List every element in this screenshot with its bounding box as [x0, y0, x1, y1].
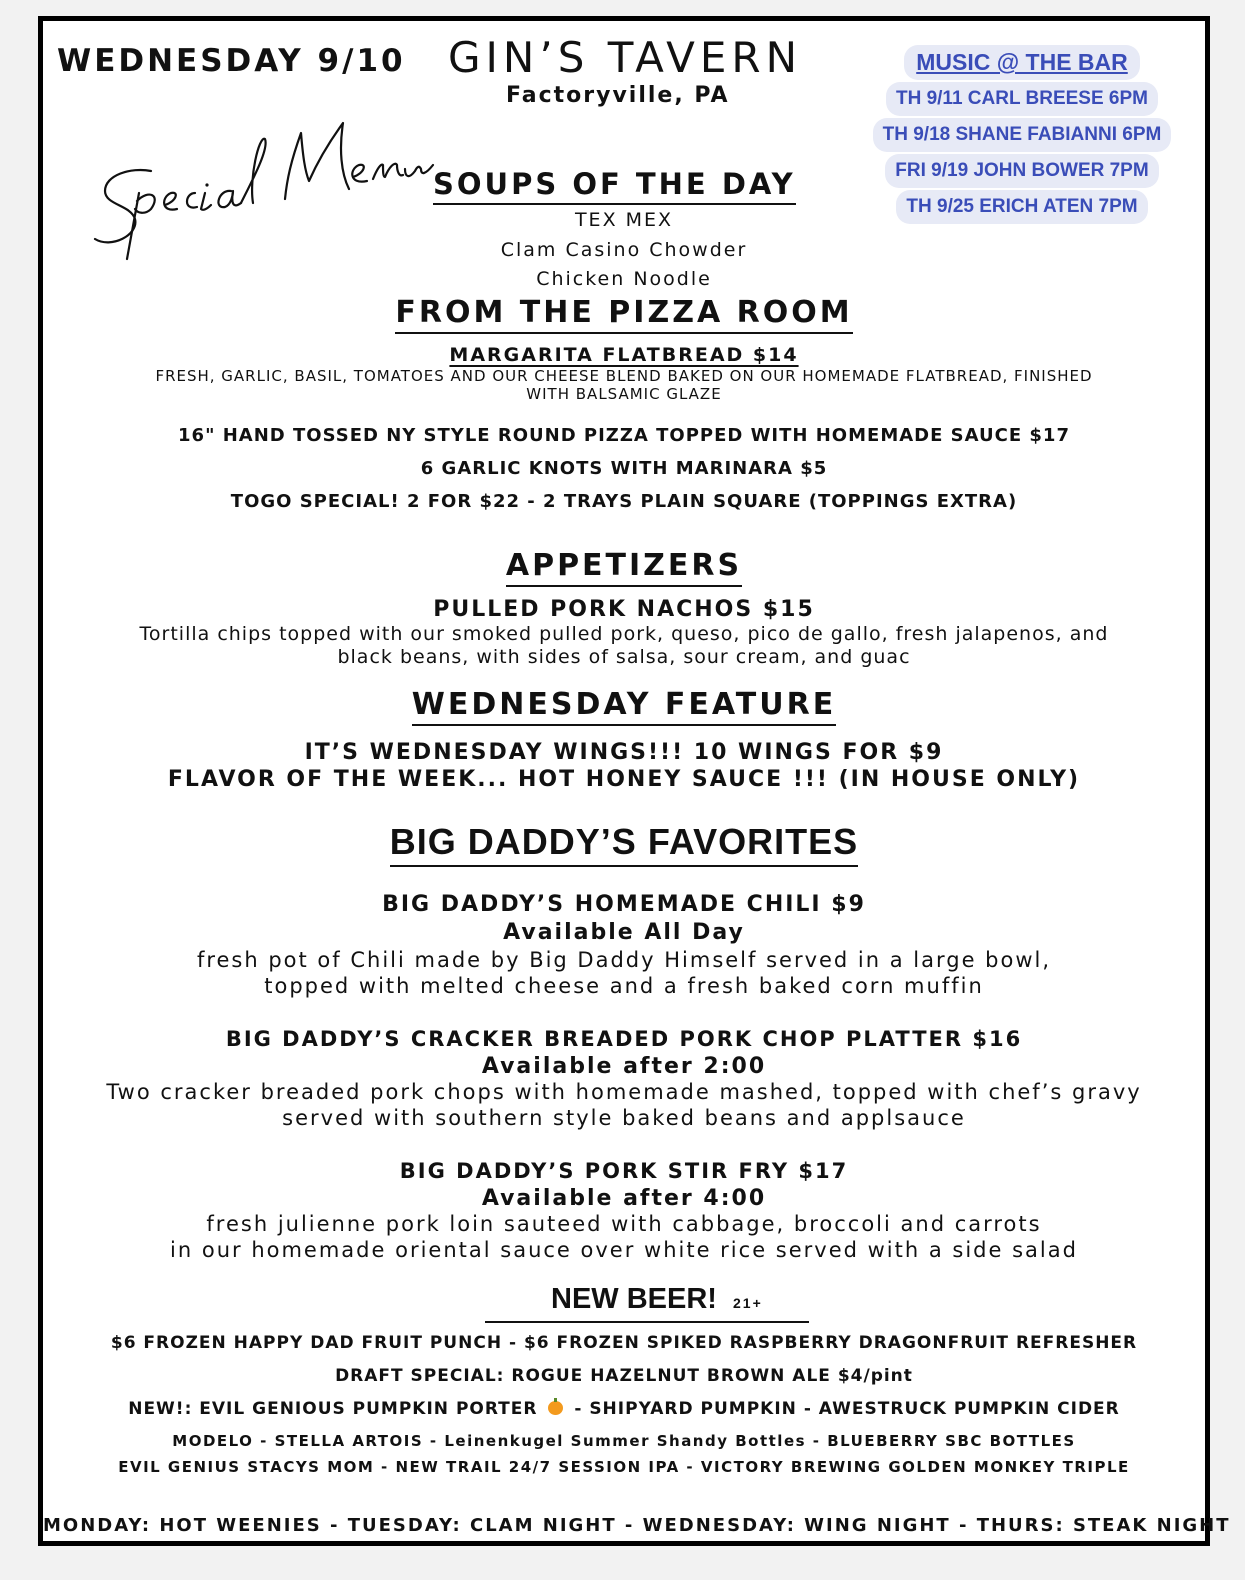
big-daddy-item-desc: served with southern style baked beans and applsauce	[282, 1106, 966, 1130]
pizza-heading-text: FROM THE PIZZA ROOM	[395, 295, 852, 334]
soups-heading	[433, 167, 796, 205]
soup-item: Chicken Noodle	[536, 268, 712, 290]
beer-line: $6 FROZEN HAPPY DAD FRUIT PUNCH - $6 FROZEN SPIKED RASPBERRY DRAGONFRUIT REFRESHER	[110, 1333, 1138, 1353]
pizza-line: TOGO SPECIAL! 2 FOR $22 - 2 TRAYS PLAIN SQUARE (TOPPINGS EXTRA)	[230, 491, 1018, 512]
flatbread-desc: WITH BALSAMIC GLAZE	[526, 385, 722, 403]
flatbread-title-text: MARGARITA FLATBREAD $14	[449, 344, 799, 366]
pizza-line: 6 GARLIC KNOTS WITH MARINARA $5	[420, 458, 828, 479]
header-location: Factoryville, PA	[506, 83, 730, 108]
big-daddy-item-availability: Available All Day	[503, 920, 745, 945]
appetizers-heading-text: APPETIZERS	[506, 548, 742, 587]
big-daddy-item-title: BIG DADDY’S PORK STIR FRY $17	[399, 1159, 849, 1183]
big-daddy-item-desc: fresh pot of Chili made by Big Daddy Himself served in a large bowl,	[196, 948, 1052, 972]
beer-line: DRAFT SPECIAL: ROGUE HAZELNUT BROWN ALE $4/pint	[335, 1366, 913, 1386]
soups-heading-text: SOUPS OF THE DAY	[433, 167, 796, 205]
feature-heading-text: WEDNESDAY FEATURE	[412, 687, 836, 726]
music-show-4: TH 9/25 ERICH ATEN 7PM	[896, 190, 1147, 224]
big-daddy-item-availability: Available after 4:00	[481, 1186, 767, 1211]
beer-heading	[551, 1283, 763, 1316]
pizza-line: 16" HAND TOSSED NY STYLE ROUND PIZZA TOPPED WITH HOMEMADE SAUCE $17	[178, 425, 1070, 446]
pumpkin-icon	[548, 1401, 563, 1415]
beer-line	[43, 1399, 1205, 1419]
beer-line-part: - SHIPYARD PUMPKIN - AWESTRUCK PUMPKIN CIDER	[574, 1399, 1120, 1419]
feature-line: IT’S WEDNESDAY WINGS!!! 10 WINGS FOR $9	[304, 740, 944, 765]
big-daddy-item-desc: Two cracker breaded pork chops with homemade mashed, topped with chef’s gravy	[106, 1080, 1142, 1104]
flatbread-title	[43, 344, 1205, 366]
music-schedule	[869, 45, 1175, 226]
appetizers-heading	[43, 548, 1205, 587]
music-show-1: TH 9/11 CARL BREESE 6PM	[886, 82, 1158, 116]
big-daddy-heading-text: BIG DADDY’S FAVORITES	[390, 821, 858, 867]
pumpkin-stem	[554, 1398, 557, 1402]
big-daddy-item-availability: Available after 2:00	[481, 1054, 767, 1079]
weekly-specials-footer: MONDAY: HOT WEENIES - TUESDAY: CLAM NIGHT - WEDNESDAY: WING NIGHT - THURS: STEAK NIGHT	[43, 1515, 1231, 1536]
big-daddy-item-desc: fresh julienne pork loin sauteed with cabbage, broccoli and carrots	[206, 1212, 1042, 1236]
big-daddy-item-desc: in our homemade oriental sauce over white rice served with a side salad	[170, 1238, 1078, 1262]
appetizer-desc: black beans, with sides of salsa, sour cream, and guac	[337, 646, 911, 668]
music-title: MUSIC @ THE BAR	[904, 45, 1140, 80]
menu-sheet	[38, 16, 1231, 1546]
appetizer-desc: Tortilla chips topped with our smoked pulled pork, queso, pico de gallo, fresh jalapenos, and	[139, 623, 1109, 645]
music-show-2: TH 9/18 SHANE FABIANNI 6PM	[873, 118, 1172, 152]
beer-divider	[485, 1321, 809, 1323]
header-day: WEDNESDAY 9/10	[57, 43, 406, 79]
beer-heading-text: NEW BEER!	[551, 1283, 717, 1315]
beer-line-part: NEW!: EVIL GENIOUS PUMPKIN PORTER	[128, 1399, 538, 1419]
feature-heading	[43, 687, 1205, 726]
big-daddy-heading	[43, 821, 1205, 867]
beer-age-label: 21+	[733, 1295, 763, 1311]
beer-line: MODELO - STELLA ARTOIS - Leinenkugel Summer Shandy Bottles - BLUEBERRY SBC BOTTLES	[172, 1432, 1076, 1450]
feature-line: FLAVOR OF THE WEEK... HOT HONEY SAUCE !!! (IN HOUSE ONLY)	[167, 767, 1081, 792]
big-daddy-item-desc: topped with melted cheese and a fresh baked corn muffin	[264, 974, 984, 998]
appetizer-item: PULLED PORK NACHOS $15	[433, 597, 815, 622]
soup-item: TEX MEX	[574, 209, 674, 231]
soup-item: Clam Casino Chowder	[500, 239, 748, 261]
big-daddy-item-title: BIG DADDY’S CRACKER BREADED PORK CHOP PLATTER $16	[225, 1027, 1023, 1051]
header-tavern-name: GIN’S TAVERN	[448, 33, 803, 82]
big-daddy-item-title: BIG DADDY’S HOMEMADE CHILI $9	[382, 892, 866, 917]
music-show-3: FRI 9/19 JOHN BOWER 7PM	[885, 154, 1158, 188]
flatbread-desc: FRESH, GARLIC, BASIL, TOMATOES AND OUR CHEESE BLEND BAKED ON OUR HOMEMADE FLATBREAD, FINISHED	[155, 367, 1093, 385]
pizza-heading	[43, 295, 1205, 334]
beer-line: EVIL GENIUS STACYS MOM - NEW TRAIL 24/7 SESSION IPA - VICTORY BREWING GOLDEN MONKEY TRIPLE	[118, 1458, 1130, 1476]
